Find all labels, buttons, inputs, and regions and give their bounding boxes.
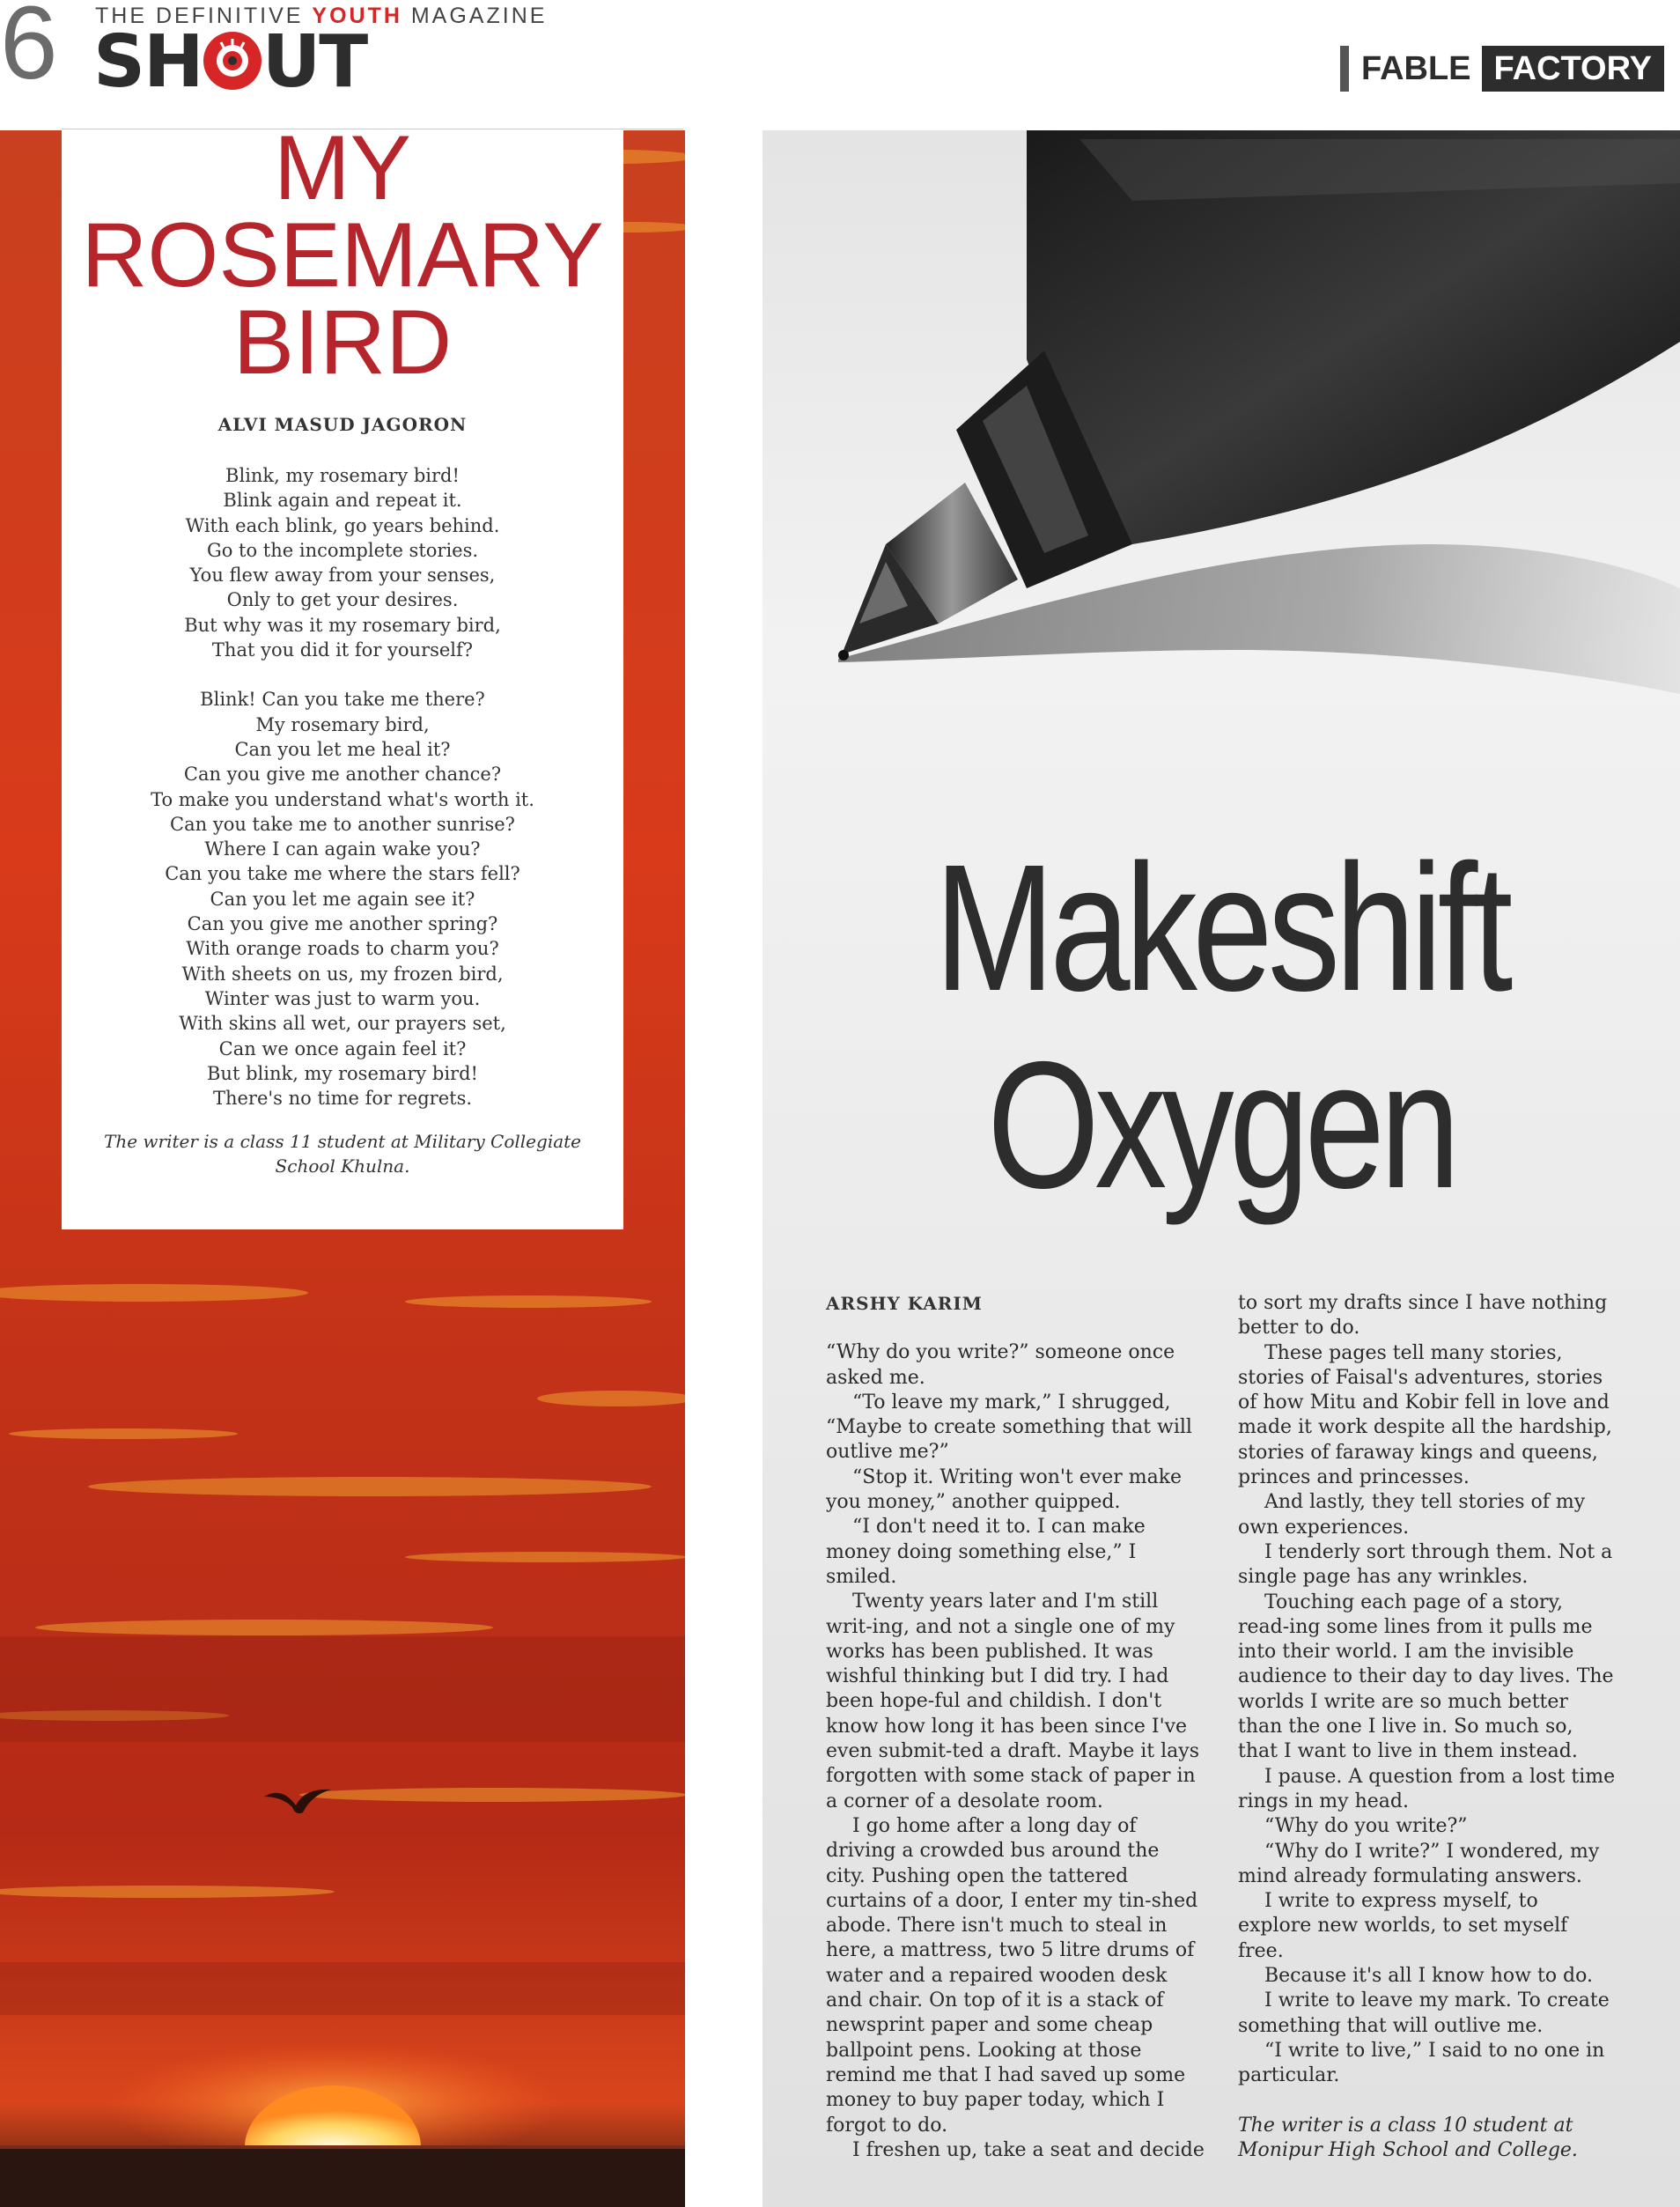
- logo-text-right: UT: [262, 20, 367, 104]
- article-paragraph: I write to leave my mark. To create something that will outlive me.: [1238, 1989, 1610, 2037]
- tagline-text-end: MAGAZINE: [402, 4, 548, 28]
- article-paragraph: I write to express myself, to explore new worlds, to set myself free.: [1238, 1890, 1568, 1962]
- article-paragraph: “I write to live,” I said to no one in particular.: [1238, 2039, 1605, 2087]
- article-title: [854, 827, 1588, 1226]
- article-paragraph: “Why do I write?” I wondered, my mind already formulating answers.: [1238, 1840, 1600, 1887]
- poem-title-line: BIRD: [232, 292, 453, 394]
- article-paragraph: I freshen up, take a seat and decide: [852, 2138, 1205, 2161]
- poem-line: You flew away from your senses,: [189, 565, 496, 587]
- stanza-break: [79, 662, 606, 687]
- section-label-secondary: FACTORY: [1482, 46, 1664, 92]
- article-paragraph: I pause. A question from a lost time rings in my head.: [1238, 1765, 1616, 1812]
- poem-line: Can you give me another spring?: [187, 913, 498, 935]
- article-paragraph: to sort my drafts since I have nothing better to do.: [1238, 1292, 1608, 1340]
- poem-line: Blink! Can you take me there?: [200, 689, 485, 711]
- poem-line: But blink, my rosemary bird!: [207, 1062, 478, 1084]
- poem-card: [62, 117, 623, 1229]
- article-paragraph: These pages tell many stories, stories of Faisal's adventures, stories of how Mitu and Kobir fell in love and made it work despite all the hardship, stories of faraway kings and queens, princes and princesses.: [1238, 1341, 1612, 1489]
- poem-line: With each blink, go years behind.: [185, 514, 500, 536]
- poem-title-line: ROSEMARY: [81, 204, 604, 306]
- poem-title: [62, 117, 623, 394]
- eye-icon: [203, 32, 262, 90]
- article-paragraph: “Why do you write?” someone once asked me.: [826, 1341, 1175, 1389]
- poem-title-line: MY: [274, 117, 411, 219]
- poem-line: Only to get your desires.: [226, 589, 459, 611]
- poem-line: Winter was just to warm you.: [204, 987, 481, 1009]
- poem-author-note: The writer is a class 11 student at Military Collegiate School Khulna.: [103, 1131, 582, 1177]
- poem-line: Go to the incomplete stories.: [206, 539, 479, 561]
- tagline-accent: YOUTH: [312, 4, 402, 28]
- shout-logo: [93, 20, 367, 104]
- poem-line: Can you give me another chance?: [183, 764, 502, 786]
- poem-line: My rosemary bird,: [255, 713, 430, 735]
- article-author-note: The writer is a class 10 student at Monipur High School and College.: [1238, 2114, 1578, 2161]
- poem-line: Can you let me heal it?: [234, 738, 451, 760]
- poem-line: There's no time for regrets.: [212, 1088, 473, 1110]
- page-number: 6: [0, 0, 58, 101]
- tagline-text: THE DEFINITIVE: [95, 4, 313, 28]
- article-paragraph: And lastly, they tell stories of my own experiences.: [1238, 1491, 1586, 1539]
- article-paragraph: I tenderly sort through them. Not a single page has any wrinkles.: [1238, 1540, 1613, 1589]
- poem-line: With orange roads to charm you?: [186, 938, 499, 960]
- poem-line: Can we once again feel it?: [218, 1037, 467, 1059]
- section-bar: [1340, 46, 1349, 92]
- section-label: [1340, 46, 1664, 92]
- article-paragraph: “Stop it. Writing won't ever make you money,” another quipped.: [826, 1465, 1183, 1514]
- poem-line: That you did it for yourself?: [211, 639, 474, 661]
- poem-line: Blink again and repeat it.: [223, 490, 462, 512]
- poem-line: But why was it my rosemary bird,: [184, 614, 501, 636]
- article-author: ARSHY KARIM: [826, 1293, 983, 1314]
- spacer: [826, 1316, 1205, 1340]
- poem-line: Can you let me again see it?: [210, 888, 475, 910]
- article-column-2: [1238, 1291, 1617, 2163]
- poem-line: With skins all wet, our prayers set,: [179, 1013, 506, 1035]
- poem-line: With sheets on us, my frozen bird,: [181, 963, 504, 985]
- poem-line: Can you take me to another sunrise?: [170, 813, 515, 835]
- spacer: [1238, 2089, 1617, 2114]
- article-title-line: Oxygen: [987, 1024, 1455, 1226]
- poem-body: [79, 463, 606, 1111]
- article-paragraph: Because it's all I know how to do.: [1264, 1965, 1593, 1988]
- poem-line: To make you understand what's worth it.: [151, 788, 534, 810]
- section-label-primary: FABLE: [1360, 50, 1471, 87]
- poem-line: Where I can again wake you?: [204, 838, 481, 860]
- poem-author: ALVI MASUD JAGORON: [217, 414, 468, 435]
- article-paragraph: I go home after a long day of driving a crowded bus around the city. Pushing open the tattered curtains of a door, I enter my tin-shed abode. There isn't much to steal in here, a mattress, two 5 litre drums of water and a repaired wooden desk and chair. On top of it is a stack of newsprint paper and some cheap ballpoint pens. Looking at those remind me that I had saved up some money to buy paper today, which I forgot to do.: [826, 1814, 1198, 2137]
- poem-line: Can you take me where the stars fell?: [165, 863, 520, 885]
- article-paragraph: Twenty years later and I'm still writ-ing, and not a single one of my works has been published. It was wishful thinking but I did try. I had been hope-ful and childish. I don't know how long it has been since I've even submit-ted a draft. Maybe it lays forgotten with some stack of paper in a corner of a desolate room.: [826, 1591, 1199, 1812]
- poem-line: Blink, my rosemary bird!: [225, 465, 460, 486]
- logo-text-left: SH: [93, 20, 203, 104]
- article-paragraph: “Why do you write?”: [1264, 1815, 1468, 1838]
- article-column-1: [826, 1291, 1205, 2163]
- article-paragraph: “I don't need it to. I can make money doing something else,” I smiled.: [826, 1516, 1146, 1588]
- article-paragraph: Touching each page of a story, read-ing some lines from it pulls me into their world. I am the invisible audience to their day to day lives. The worlds I write are so much better than the one I live in. So much so, that I want to live in them instead.: [1238, 1591, 1614, 1763]
- article-title-line: Makeshift: [934, 827, 1508, 1029]
- article-paragraph: “To leave my mark,” I shrugged, “Maybe to create something that will outlive me?”: [826, 1391, 1192, 1464]
